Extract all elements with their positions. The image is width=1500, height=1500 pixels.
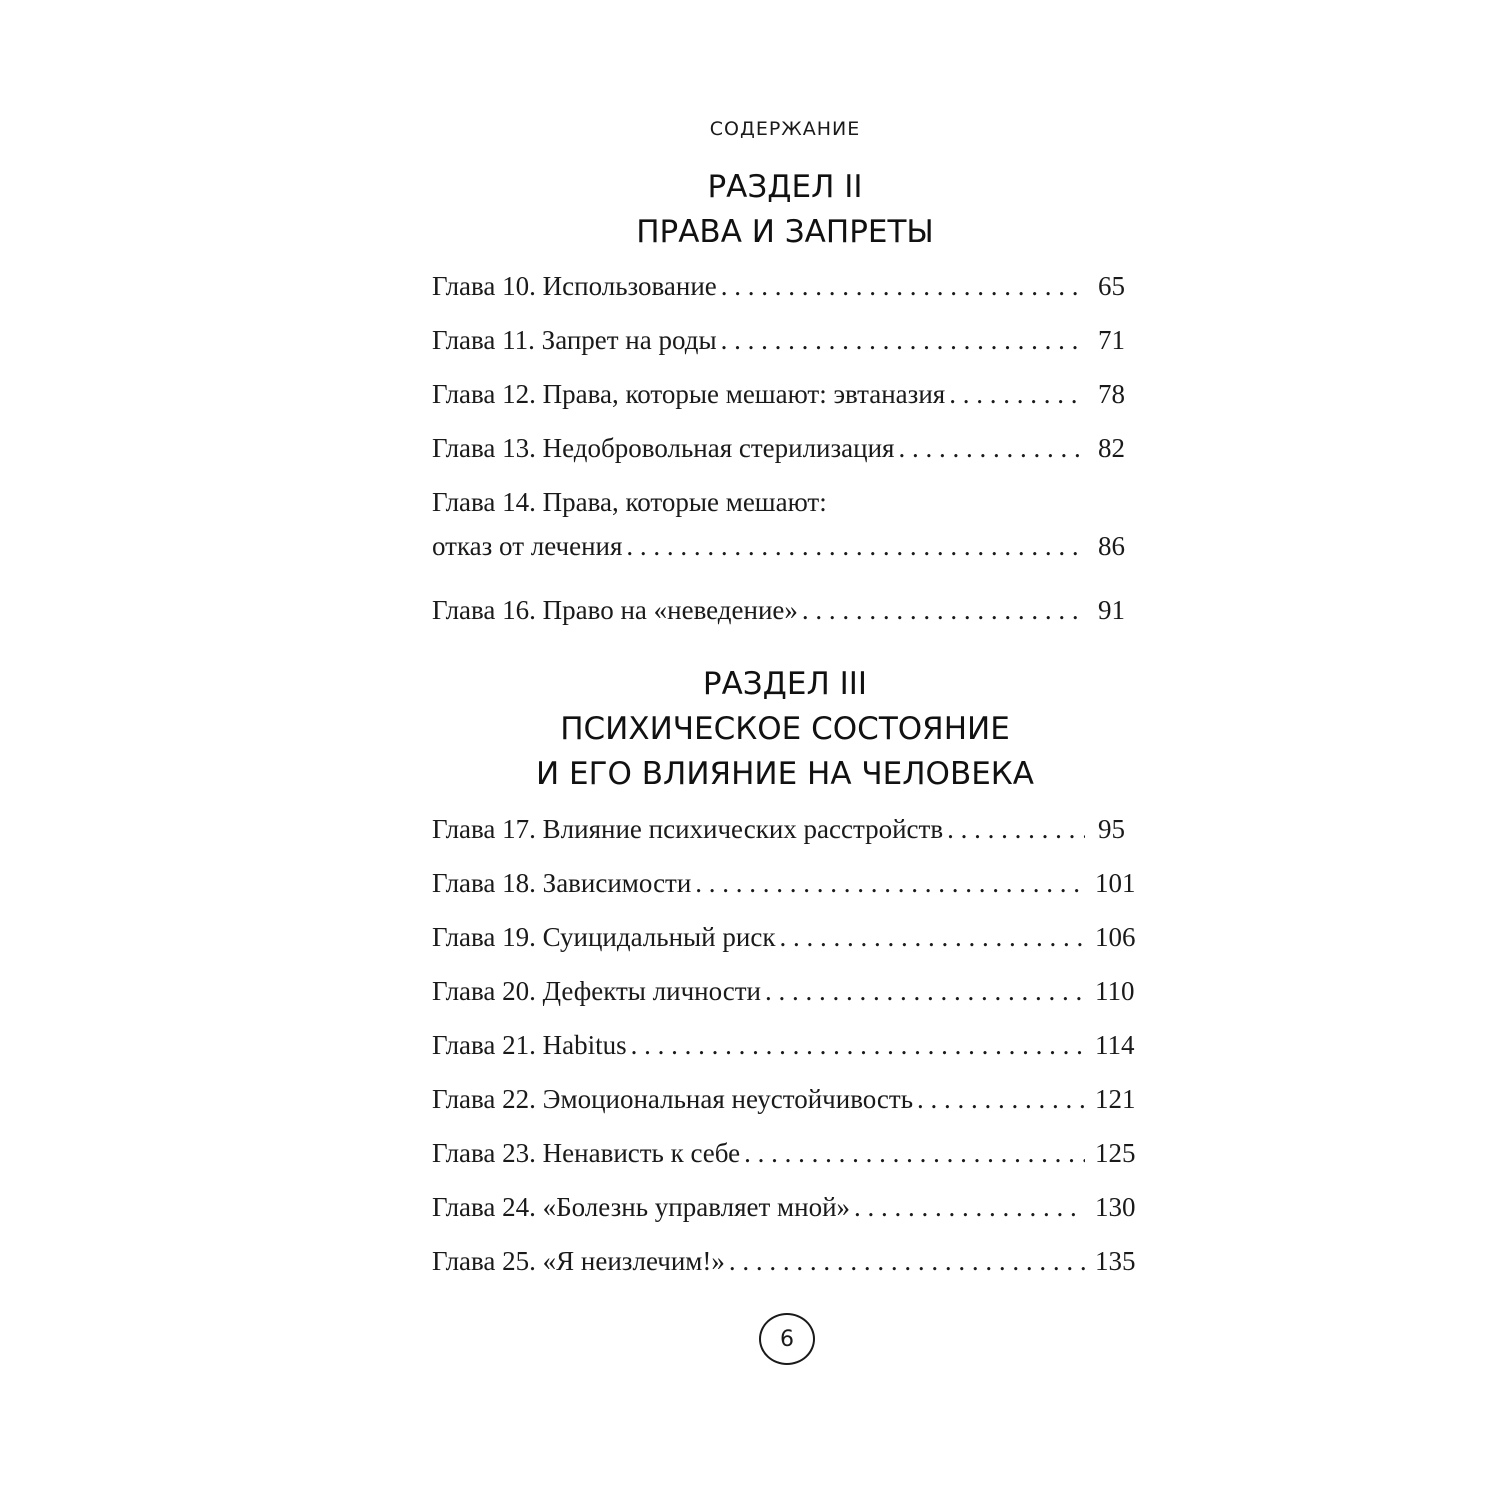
toc-entry[interactable] (432, 1133, 1136, 1187)
entry-title: Глава 13. Недобровольная стерилизация (432, 433, 895, 463)
toc-entry[interactable] (432, 1241, 1136, 1295)
entry-page-number: 82 (1098, 433, 1125, 463)
toc-entry[interactable] (432, 320, 1125, 374)
dot-leader (947, 809, 1085, 849)
dot-leader (721, 320, 1085, 360)
dot-leader (626, 526, 1085, 566)
dot-leader (898, 428, 1085, 468)
running-head: СОДЕРЖАНИЕ (709, 118, 861, 140)
dot-leader (854, 1187, 1085, 1227)
entry-title: Глава 21. Habitus (432, 1030, 627, 1060)
entry-title: Глава 19. Суицидальный риск (432, 922, 776, 952)
entry-title: Глава 22. Эмоциональная неустойчивость (432, 1084, 914, 1114)
toc-entry[interactable] (432, 428, 1125, 482)
toc-entry[interactable] (432, 809, 1125, 863)
section-title-line: ПРАВА И ЗАПРЕТЫ (636, 214, 934, 250)
toc-entry[interactable] (432, 1025, 1135, 1079)
toc-entry[interactable] (432, 374, 1125, 428)
entry-page-number: 71 (1098, 325, 1125, 355)
page-number-badge (759, 1313, 815, 1365)
entry-title-line2: отказ от лечения (432, 531, 623, 561)
entry-title: Глава 23. Ненависть к себе (432, 1138, 741, 1168)
entry-line2 (432, 526, 1125, 566)
entry-page-number: 65 (1098, 271, 1125, 301)
toc-entry[interactable] (432, 971, 1135, 1025)
toc-list (432, 809, 1136, 1295)
entry-page-number: 101 (1095, 868, 1136, 898)
entry-title: Глава 17. Влияние психических расстройств (432, 814, 944, 844)
toc-entry[interactable] (432, 863, 1136, 917)
entry-title-line1: Глава 14. Права, которые мешают: (432, 487, 827, 517)
dot-leader (631, 1025, 1085, 1065)
entry-page-number: 86 (1098, 531, 1125, 561)
entry-page-number: 121 (1095, 1084, 1136, 1114)
entry-page-number: 110 (1095, 976, 1135, 1006)
page-number: 6 (780, 1326, 794, 1352)
dot-leader (917, 1079, 1085, 1119)
toc-entry[interactable] (432, 590, 1125, 644)
toc-entry[interactable] (432, 1187, 1136, 1241)
toc-entry[interactable] (432, 482, 1125, 590)
toc-entry[interactable] (432, 917, 1136, 971)
toc-entry[interactable] (432, 266, 1125, 320)
entry-page-number: 106 (1095, 922, 1136, 952)
entry-page-number: 125 (1095, 1138, 1136, 1168)
entry-title: Глава 11. Запрет на роды (432, 325, 717, 355)
entry-page-number: 78 (1098, 379, 1125, 409)
entry-title: Глава 24. «Болезнь управляет мной» (432, 1192, 851, 1222)
entry-title: Глава 18. Зависимости (432, 868, 692, 898)
entry-page-number: 135 (1095, 1246, 1136, 1276)
section-title-line: ПСИХИЧЕСКОЕ СОСТОЯНИЕ (560, 711, 1010, 747)
dot-leader (765, 971, 1085, 1011)
dot-leader (949, 374, 1085, 414)
section-title (0, 662, 1500, 797)
section-title-line: И ЕГО ВЛИЯНИЕ НА ЧЕЛОВЕКА (535, 756, 1035, 792)
entry-title: Глава 16. Право на «неведение» (432, 595, 798, 625)
dot-leader (729, 1241, 1085, 1281)
entry-title: Глава 10. Использование (432, 271, 717, 301)
entry-title: Глава 20. Дефекты личности (432, 976, 762, 1006)
entry-page-number: 114 (1095, 1030, 1135, 1060)
section-title-line: РАЗДЕЛ II (707, 169, 863, 205)
entry-title: Глава 25. «Я неизлечим!» (432, 1246, 725, 1276)
dot-leader (695, 863, 1085, 903)
entry-page-number: 130 (1095, 1192, 1136, 1222)
toc-entry[interactable] (432, 1079, 1136, 1133)
toc-list (432, 266, 1125, 644)
entry-title: Глава 12. Права, которые мешают: эвтаназия (432, 379, 946, 409)
dot-leader (721, 266, 1085, 306)
entry-page-number: 91 (1098, 595, 1125, 625)
entry-page-number: 95 (1098, 814, 1125, 844)
dot-leader (744, 1133, 1085, 1173)
section-title-line: РАЗДЕЛ III (702, 666, 868, 702)
dot-leader (779, 917, 1085, 957)
section-title (0, 165, 1500, 255)
dot-leader (802, 590, 1085, 630)
